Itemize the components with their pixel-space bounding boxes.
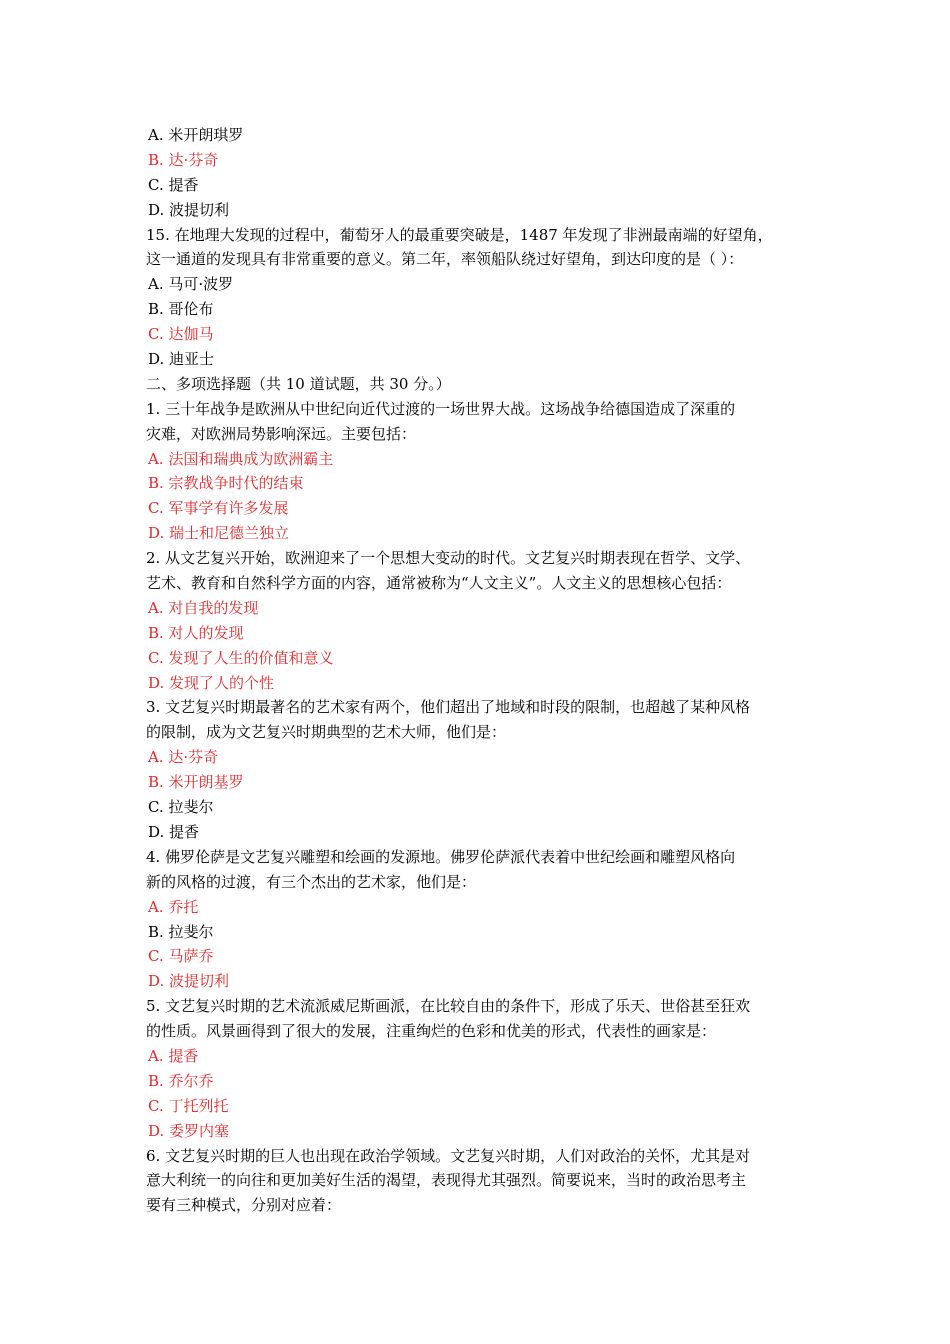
question-15 [146, 223, 814, 372]
option-c: C. 提香 [148, 175, 199, 194]
option-c-correct: C. 达伽马 [148, 325, 214, 344]
question-text: 新的风格的过渡，有三个杰出的艺术家，他们是： [146, 872, 477, 891]
question-text: 4. 佛罗伦萨是文艺复兴雕塑和绘画的发源地。佛罗伦萨派代表着中世纪绘画和雕塑风格向 [146, 847, 736, 866]
multi-question-1 [146, 397, 814, 546]
question-text: 的限制，成为文艺复兴时期典型的艺术大师，他们是： [146, 723, 507, 742]
option-a-correct: A. 达·芬奇 [148, 748, 219, 767]
option-a-correct: A. 提香 [148, 1046, 199, 1065]
option-b-correct: B. 对人的发现 [148, 623, 244, 642]
option-c-correct: C. 马萨乔 [148, 947, 214, 966]
multi-question-2 [146, 546, 814, 695]
option-b-correct: B. 宗教战争时代的结束 [148, 474, 304, 493]
option-d-correct: D. 波提切利 [148, 972, 230, 991]
multi-question-5 [146, 994, 814, 1143]
option-d: D. 提香 [148, 822, 200, 841]
option-a: A. 马可·波罗 [148, 275, 234, 294]
question-text: 3. 文艺复兴时期最著名的艺术家有两个，他们超出了地域和时段的限制，也超越了某种风格 [146, 698, 751, 717]
option-a: A. 米开朗琪罗 [148, 126, 244, 144]
option-d: D. 迪亚士 [148, 350, 215, 369]
option-d-correct: D. 委罗内塞 [148, 1121, 230, 1140]
option-c: C. 拉斐尔 [148, 798, 214, 817]
multi-question-3 [146, 695, 814, 844]
multi-question-4 [146, 845, 814, 994]
option-b-correct: B. 乔尔乔 [148, 1071, 214, 1090]
section-2-heading: 二、多项选择题（共 10 道试题，共 30 分。） [146, 374, 451, 393]
question-text: 15. 在地理大发现的过程中，葡萄牙人的最重要突破是，1487 年发现了非洲最南端的好望角， [146, 225, 773, 244]
option-d-correct: D. 瑞士和尼德兰独立 [148, 524, 290, 543]
option-d-correct: D. 发现了人的个性 [148, 673, 275, 692]
question-text: 灾难，对欧洲局势影响深远。主要包括： [146, 424, 417, 443]
option-b: B. 拉斐尔 [148, 922, 214, 941]
question-text: 要有三种模式，分别对应着： [146, 1196, 342, 1215]
option-b-correct: B. 米开朗基罗 [148, 773, 244, 792]
question-text: 5. 文艺复兴时期的艺术流派威尼斯画派，在比较自由的条件下，形成了乐天、世俗甚至狂欢 [146, 997, 751, 1016]
question-text: 6. 文艺复兴时期的巨人也出现在政治学领域。文艺复兴时期，人们对政治的关怀，尤其是对 [146, 1146, 751, 1165]
option-b: B. 哥伦布 [148, 300, 214, 319]
multi-question-6 [146, 1144, 814, 1219]
option-c-correct: C. 丁托列托 [148, 1096, 229, 1115]
question-text: 的性质。风景画得到了很大的发展，注重绚烂的色彩和优美的形式，代表性的画家是： [146, 1022, 717, 1041]
question-text: 这一通道的发现具有非常重要的意义。第二年，率领船队绕过好望角，到达印度的是（ ）： [146, 250, 744, 269]
option-b-correct: B. 达·芬奇 [148, 150, 219, 169]
question-text: 艺术、教育和自然科学方面的内容，通常被称为“人文主义”。人文主义的思想核心包括： [146, 574, 732, 593]
option-a-correct: A. 对自我的发现 [148, 598, 259, 617]
question-14-options [146, 123, 814, 223]
question-text: 2. 从文艺复兴开始，欧洲迎来了一个思想大变动的时代。文艺复兴时期表现在哲学、文学、 [146, 549, 751, 568]
option-c-correct: C. 军事学有许多发展 [148, 499, 289, 518]
option-d: D. 波提切利 [148, 200, 230, 219]
option-a-correct: A. 法国和瑞典成为欧洲霸主 [148, 449, 334, 468]
question-text: 意大利统一的向往和更加美好生活的渴望，表现得尤其强烈。简要说来，当时的政治思考主 [146, 1171, 747, 1190]
option-a-correct: A. 乔托 [148, 897, 199, 916]
option-c-correct: C. 发现了人生的价值和意义 [148, 648, 334, 667]
exam-document [146, 123, 814, 1218]
question-text: 1. 三十年战争是欧洲从中世纪向近代过渡的一场世界大战。这场战争给德国造成了深重的 [146, 399, 736, 418]
